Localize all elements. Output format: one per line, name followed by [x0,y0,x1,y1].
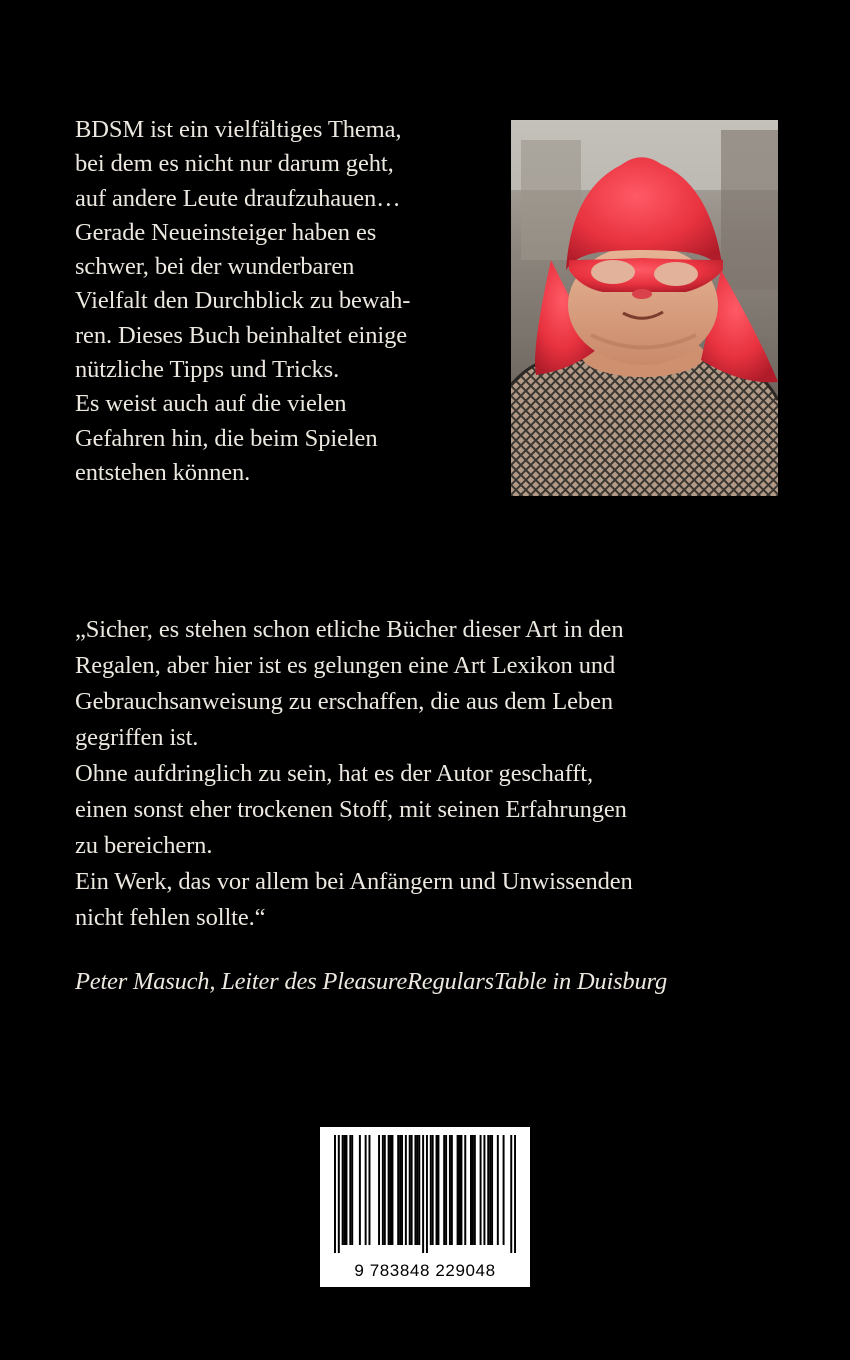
barcode-bar [432,1135,434,1245]
barcode-bar [491,1135,493,1245]
barcode-bar [445,1135,447,1245]
barcode-bar [449,1135,451,1245]
barcode-bar [388,1135,390,1245]
isbn-number: 9 783848 229048 [354,1261,496,1280]
barcode-bar [411,1135,413,1245]
barcode-bar [399,1135,401,1245]
barcode-bar [510,1135,512,1253]
blurb-line: entstehen können. [75,458,251,486]
blurb-line: Vielfalt den Durchblick zu bewah- [75,287,411,315]
barcode-bar [443,1135,445,1245]
barcode-bar [464,1135,466,1245]
blurb-line: BDSM ist ein vielfältiges Thema, [75,116,402,143]
quote-line: „Sicher, es stehen schon etliche Bücher dieser Art in den [75,616,624,643]
barcode-bar [460,1135,462,1245]
blurb-line: Gerade Neueinsteiger haben es [75,218,377,246]
blurb-text [75,113,495,490]
barcode-bar [416,1135,418,1245]
blurb-line: Gefahren hin, die beim Spielen [75,424,378,452]
blurb-line: Es weist auch auf die vielen [75,390,347,418]
barcode-bar [338,1135,340,1253]
blurb-line: auf andere Leute draufzuhauen… [75,184,401,212]
barcode-bar [334,1135,336,1253]
barcode-bar [345,1135,347,1245]
barcode-bar [382,1135,384,1245]
barcode-bar [514,1135,516,1253]
barcode-bar [472,1135,474,1245]
blurb-line: nützliche Tipps und Tricks. [75,356,340,384]
blurb-line: bei dem es nicht nur darum geht, [75,150,394,178]
blurb-line: ren. Dieses Buch beinhaltet einige [75,321,408,349]
barcode-bar [480,1135,482,1245]
barcode-bar [451,1135,453,1245]
barcode-bar [487,1135,489,1245]
barcode-bar [489,1135,491,1245]
barcode-bar [378,1135,380,1245]
quote-line: gegriffen ist. [75,724,199,751]
barcode-bar [401,1135,403,1245]
barcode-bars [334,1135,516,1253]
barcode-bar [414,1135,416,1245]
barcode-bar [422,1135,424,1253]
masked-man-illustration [511,120,778,496]
barcode-bar [390,1135,392,1245]
quote-line: Ein Werk, das vor allem bei Anfängern und Unwissenden [75,868,633,895]
barcode-bar [349,1135,351,1245]
barcode-bar [483,1135,485,1245]
barcode-bar [418,1135,420,1245]
barcode-bar [437,1135,439,1245]
barcode-bar [405,1135,407,1245]
barcode-bar [503,1135,505,1245]
quote-line: Ohne aufdringlich zu sein, hat es der Autor geschafft, [75,760,594,787]
barcode-bar [409,1135,411,1245]
review-quote [75,612,775,936]
quote-line: zu bereichern. [75,832,213,859]
barcode-bar [342,1135,344,1245]
barcode-bar [430,1135,432,1245]
quote-line: nicht fehlen sollte.“ [75,904,266,931]
barcode-bar [457,1135,459,1245]
isbn-barcode [320,1127,530,1287]
quote-line: Regalen, aber hier ist es gelungen eine Art Lexikon und [75,652,616,679]
quote-line: Gebrauchsanweisung zu erschaffen, die aus dem Leben [75,688,613,715]
blurb-line: schwer, bei der wunderbaren [75,253,355,281]
barcode-bar [474,1135,476,1245]
barcode-bar [384,1135,386,1245]
barcode-bar [344,1135,346,1245]
barcode-bar [365,1135,367,1245]
barcode-bar [436,1135,438,1245]
barcode-bar [368,1135,370,1245]
barcode-bar [359,1135,361,1245]
barcode-bar [497,1135,499,1245]
barcode-bar [351,1135,353,1245]
barcode-bar [426,1135,428,1253]
barcode-bar [470,1135,472,1245]
barcode-bar [397,1135,399,1245]
barcode-bar [391,1135,393,1245]
quote-line: einen sonst eher trockenen Stoff, mit seinen Erfahrungen [75,796,627,823]
barcode-bar [459,1135,461,1245]
cover-photo [511,120,778,496]
quote-attribution: Peter Masuch, Leiter des PleasureRegularsTable in Duisburg [75,968,667,995]
